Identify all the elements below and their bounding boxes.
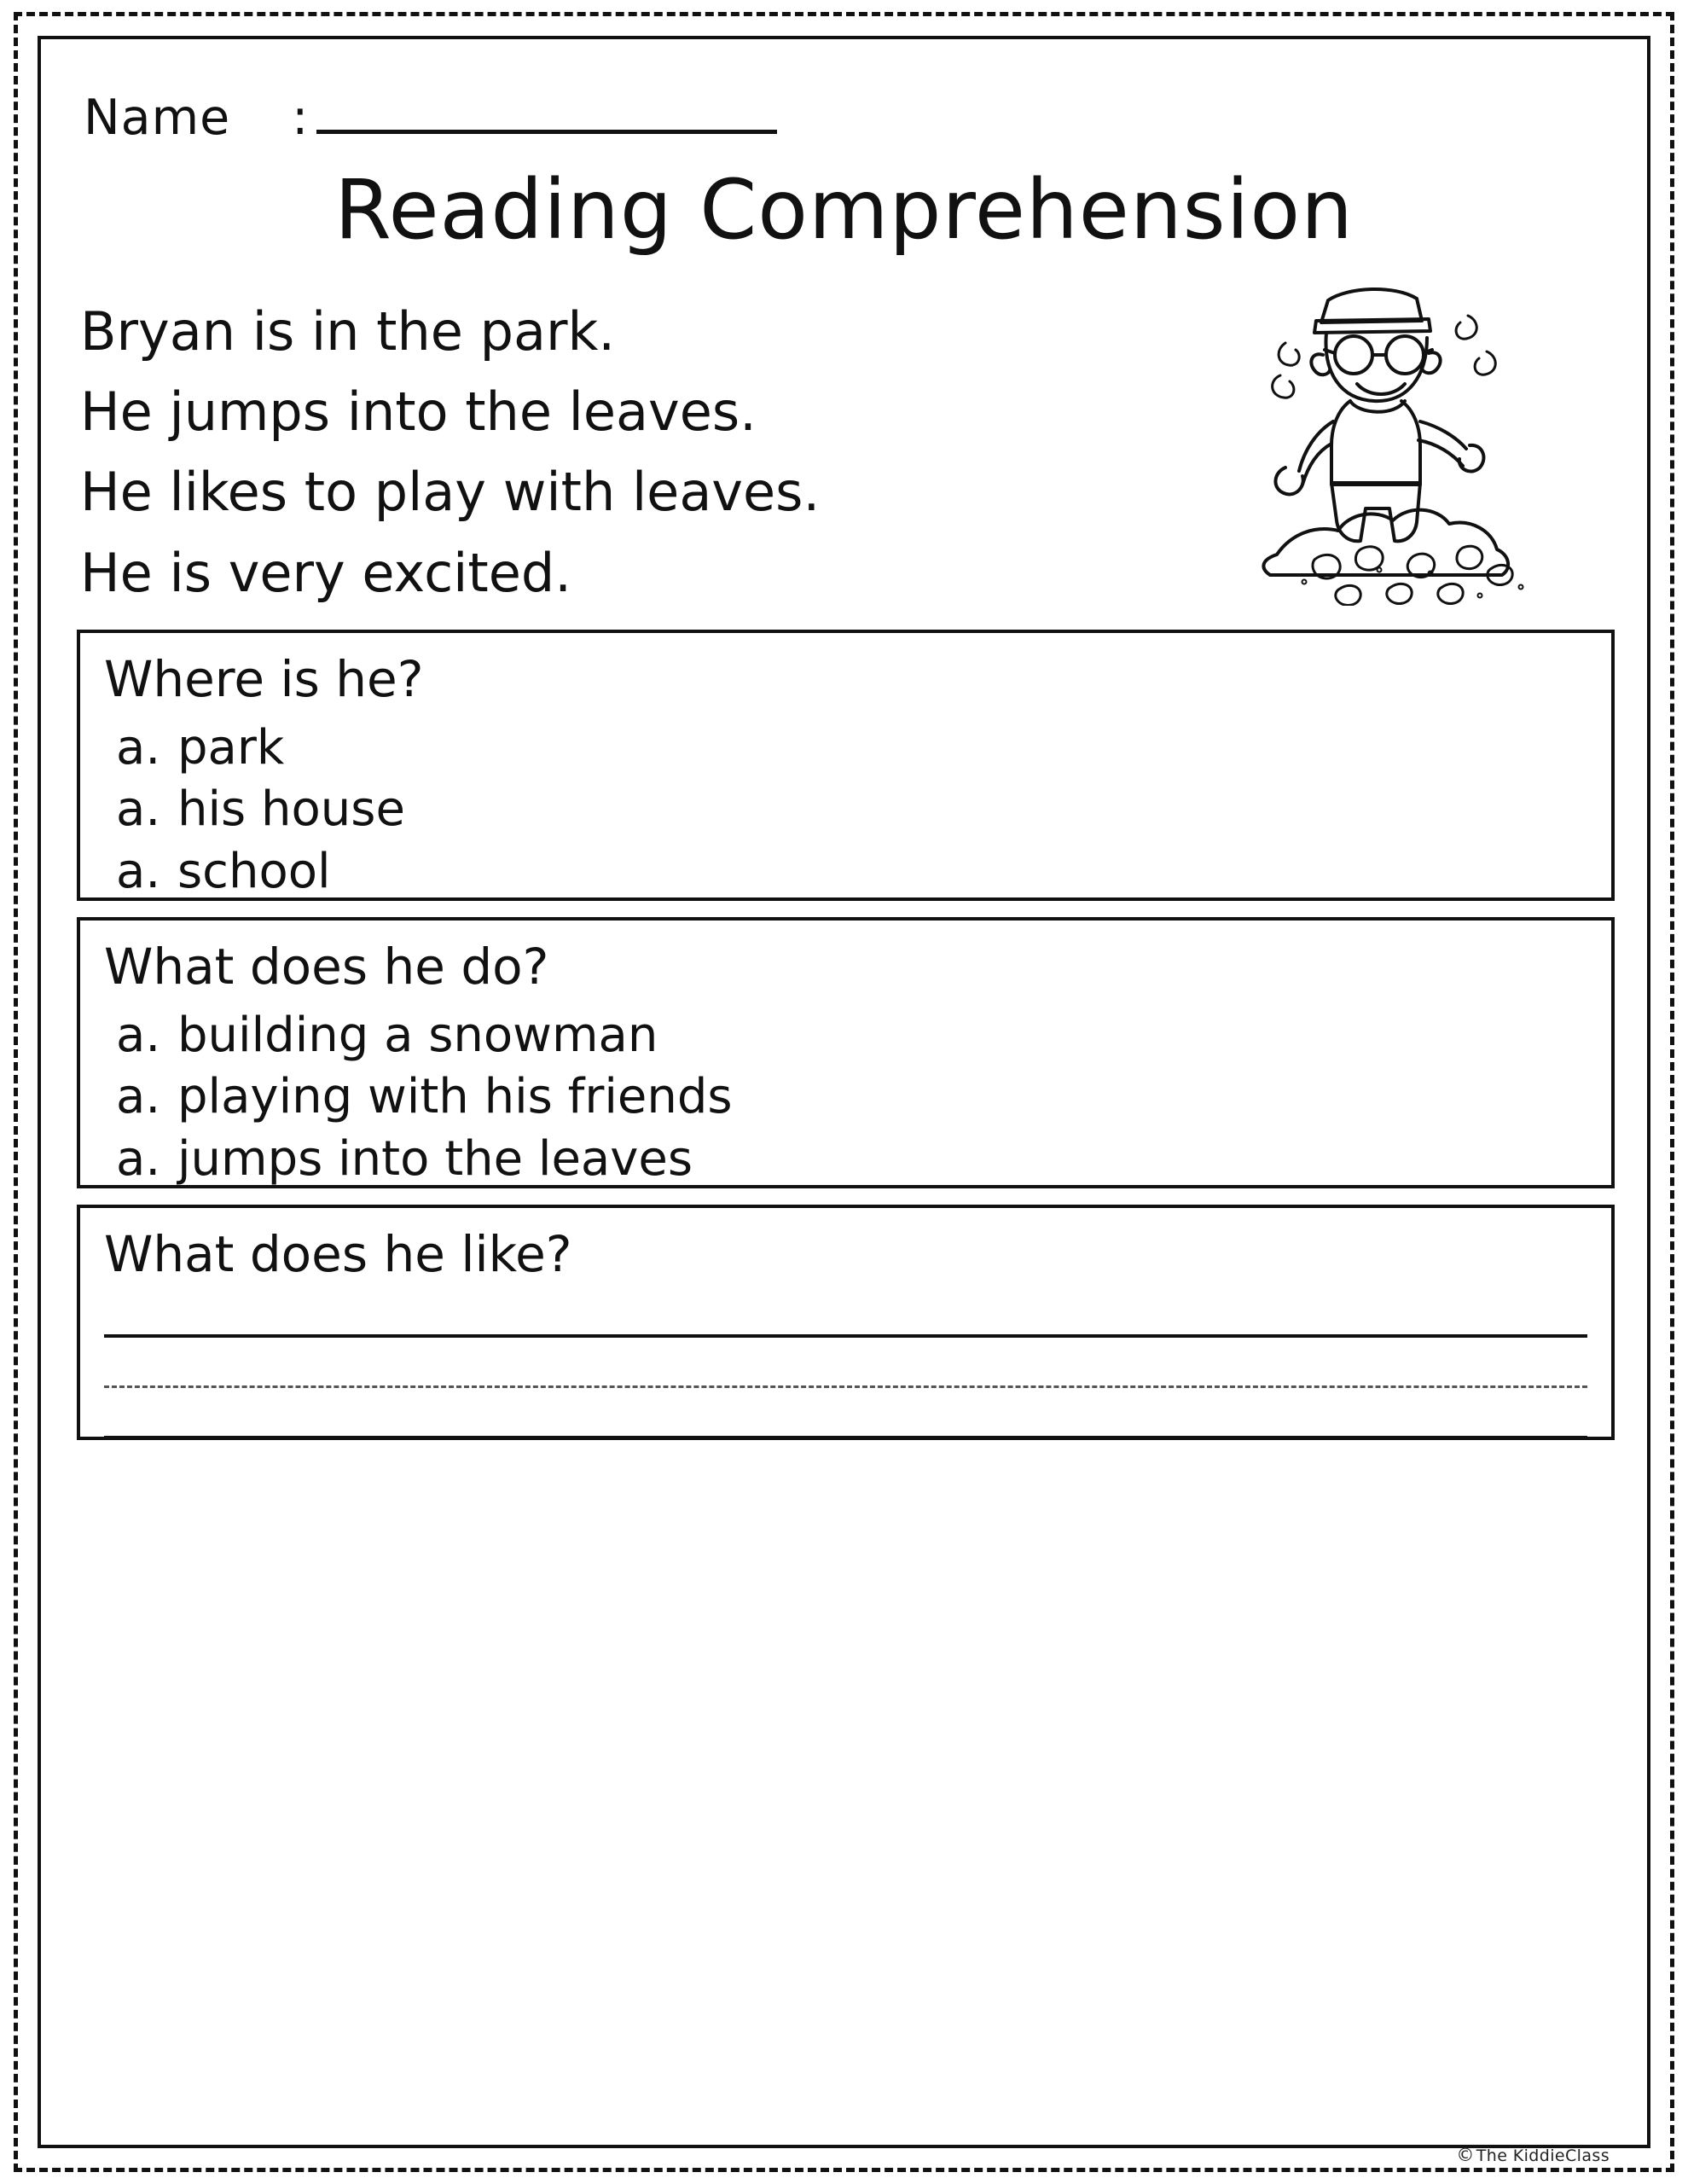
question-prompt: What does he like? — [104, 1225, 572, 1283]
choice-text: his house — [177, 781, 405, 838]
question-box-2 — [77, 917, 1615, 1188]
choice-option[interactable] — [116, 1005, 1587, 1067]
copyright-icon: © — [1456, 2145, 1475, 2165]
name-colon: : — [292, 90, 309, 146]
choice-letter: a. — [116, 719, 161, 775]
page-title: Reading Comprehension — [334, 162, 1354, 258]
writing-line-dashed[interactable] — [104, 1338, 1587, 1388]
question-box-3 — [77, 1205, 1615, 1440]
name-input-blank[interactable] — [316, 85, 777, 134]
choice-text: park — [177, 719, 285, 775]
choice-option[interactable] — [116, 1066, 1587, 1129]
choice-option[interactable] — [116, 1129, 1587, 1191]
choice-text: jumps into the leaves — [177, 1131, 693, 1188]
choice-letter: a. — [116, 1069, 161, 1125]
choice-letter: a. — [116, 1131, 161, 1188]
choice-text: playing with his friends — [177, 1069, 733, 1125]
choice-option[interactable] — [116, 779, 1587, 841]
passage — [80, 292, 1189, 613]
choice-letter: a. — [116, 781, 161, 838]
passage-line: He is very excited. — [80, 541, 571, 604]
passage-line: Bryan is in the park. — [80, 300, 616, 363]
illustration-svg — [1255, 264, 1613, 606]
choice-option[interactable] — [116, 841, 1587, 903]
choice-option[interactable] — [116, 717, 1587, 780]
writing-line-solid[interactable] — [104, 1287, 1587, 1338]
writing-line-solid[interactable] — [104, 1388, 1587, 1439]
boy-jumping-in-leaves-illustration — [1255, 264, 1613, 606]
answer-writing-area[interactable] — [104, 1287, 1587, 1439]
choice-text: school — [177, 844, 331, 900]
choice-text: building a snowman — [177, 1007, 658, 1063]
credit-text: The KiddieClass — [1476, 2146, 1610, 2165]
worksheet-content — [67, 60, 1621, 2165]
publisher-credit — [1456, 2145, 1610, 2165]
choice-letter: a. — [116, 1007, 161, 1063]
question-prompt: What does he do? — [104, 938, 549, 996]
question-prompt: Where is he? — [104, 650, 424, 708]
passage-line: He jumps into the leaves. — [80, 380, 757, 444]
passage-line: He likes to play with leaves. — [80, 461, 821, 524]
question-box-1 — [77, 630, 1615, 901]
name-label: Name — [84, 90, 231, 146]
name-row — [84, 85, 777, 146]
choice-letter: a. — [116, 844, 161, 900]
